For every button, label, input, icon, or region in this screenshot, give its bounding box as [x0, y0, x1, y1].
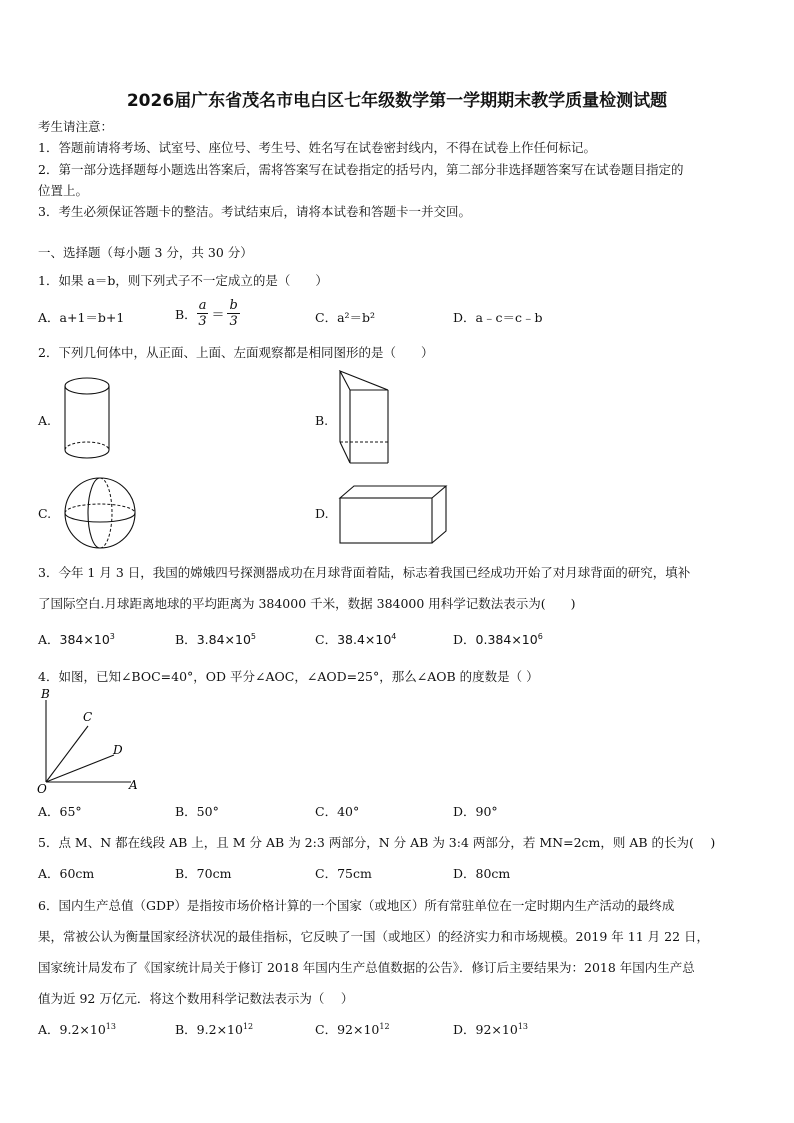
label-c: C [83, 710, 93, 724]
triangular-prism-figure [336, 368, 396, 468]
question-6-line-1: 6．国内生产总值（GDP）是指按市场价格计算的一个国家（或地区）所有常驻单位在一定时期内生产活动的最终成 [38, 898, 675, 913]
question-3-option-c: C．$38.4\times 10^4$ [315, 631, 397, 647]
question-6-option-b: B．$9.2\times 10^{12}$ [175, 1021, 254, 1037]
question-5-option-a: A．60cm [38, 866, 95, 881]
question-2-option-d: D. [315, 506, 329, 521]
question-6-line-4: 值为近 92 万亿元．将这个数用科学记数法表示为（ ） [38, 991, 354, 1006]
question-3-stem-line-1: 3．今年 1 月 3 日，我国的嫦娥四号探测器成功在月球背面着陆，标志着我国已经成功开始了对月球背面的研究，填补 [38, 565, 691, 580]
question-4-option-b: B．50° [175, 804, 219, 819]
question-3-stem-line-2: 了国际空白.月球距离地球的平均距离为 384000 千米，数据 384000 用科学记数法表示为( ) [38, 596, 576, 611]
cuboid-figure [338, 484, 450, 546]
question-1-option-d: D．a﹣c＝c﹣b [453, 310, 543, 325]
question-2-option-a: A. [38, 413, 52, 428]
question-6-option-a: A．$9.2\times 10^{13}$ [38, 1021, 116, 1037]
question-4-option-a: A．65° [38, 804, 82, 819]
label-b: B [41, 687, 50, 701]
label-o: O [37, 782, 47, 796]
question-6-line-3: 国家统计局发布了《国家统计局关于修订 2018 年国内生产总值数据的公告》．修订后主要结果为：2018 年国内生产总 [38, 960, 695, 975]
fraction-b-over-3: $\frac{b}{3}$ [229, 298, 238, 329]
option-b-label: B． [175, 306, 197, 322]
question-1-option-c: C．a²＝b² [315, 310, 376, 325]
notice-item-2-cont: 位置上。 [38, 183, 89, 198]
question-3-option-b: B．$3.84\times 10^5$ [175, 631, 256, 647]
cylinder-figure [62, 376, 112, 462]
question-5-option-c: C．75cm [315, 866, 372, 881]
question-1-option-b: B． $\frac{a}{3}$ ＝ $\frac{b}{3}$ [175, 298, 238, 329]
section-heading: 一、选择题（每小题 3 分，共 30 分） [38, 245, 253, 260]
fraction-a-over-3: $\frac{a}{3}$ [198, 298, 207, 329]
question-5-stem: 5．点 M、N 都在线段 AB 上，且 M 分 AB 为 2:3 两部分，N 分 AB 为 3:4 两部分，若 MN=2cm，则 AB 的长为( ) [38, 835, 716, 850]
question-6-option-d: D．$92\times 10^{13}$ [453, 1021, 528, 1037]
label-d: D [113, 743, 123, 757]
question-4-stem: 4．如图，已知∠BOC=40°，OD 平分∠AOC，∠AOD=25°，那么∠AOB 的度数是（ ） [38, 669, 539, 684]
question-4-option-c: C．40° [315, 804, 360, 819]
question-1-option-a: A．a+1＝b+1 [38, 310, 125, 325]
notice-heading: 考生请注意： [38, 119, 114, 134]
question-2-option-c: C. [38, 506, 52, 521]
question-6-line-2: 果，常被公认为衡量国家经济状况的最佳指标，它反映了一国（或地区）的经济实力和市场规模。2019 年 11 月 22 日， [38, 929, 709, 944]
question-5-option-d: D．80cm [453, 866, 511, 881]
notice-item-2: 2．第一部分选择题每小题选出答案后，需将答案写在试卷指定的括号内，第二部分非选择题答案写在试卷题目指定的 [38, 162, 684, 177]
question-2-option-b: B. [315, 413, 329, 428]
notice-item-1: 1．答题前请将考场、试室号、座位号、考生号、姓名写在试卷密封线内，不得在试卷上作任何标记。 [38, 140, 596, 155]
notice-item-3: 3．考生必须保证答题卡的整洁。考试结束后，请将本试卷和答题卡一并交回。 [38, 204, 471, 219]
question-6-option-c: C．$92\times 10^{12}$ [315, 1021, 390, 1037]
question-3-option-d: D．$0.384\times 10^6$ [453, 631, 543, 647]
question-1-stem: 1．如果 a＝b，则下列式子不一定成立的是（ ） [38, 273, 328, 288]
sphere-figure [62, 474, 138, 552]
question-4-option-d: D．90° [453, 804, 498, 819]
angle-diagram [36, 686, 148, 796]
label-a: A [129, 778, 138, 792]
question-3-option-a: A．$384\times 10^3$ [38, 631, 115, 647]
page-title: 2026届广东省茂名市电白区七年级数学第一学期期末教学质量检测试题 [126, 91, 668, 111]
question-2-stem: 2．下列几何体中，从正面、上面、左面观察都是相同图形的是（ ） [38, 345, 434, 360]
question-5-option-b: B．70cm [175, 866, 232, 881]
